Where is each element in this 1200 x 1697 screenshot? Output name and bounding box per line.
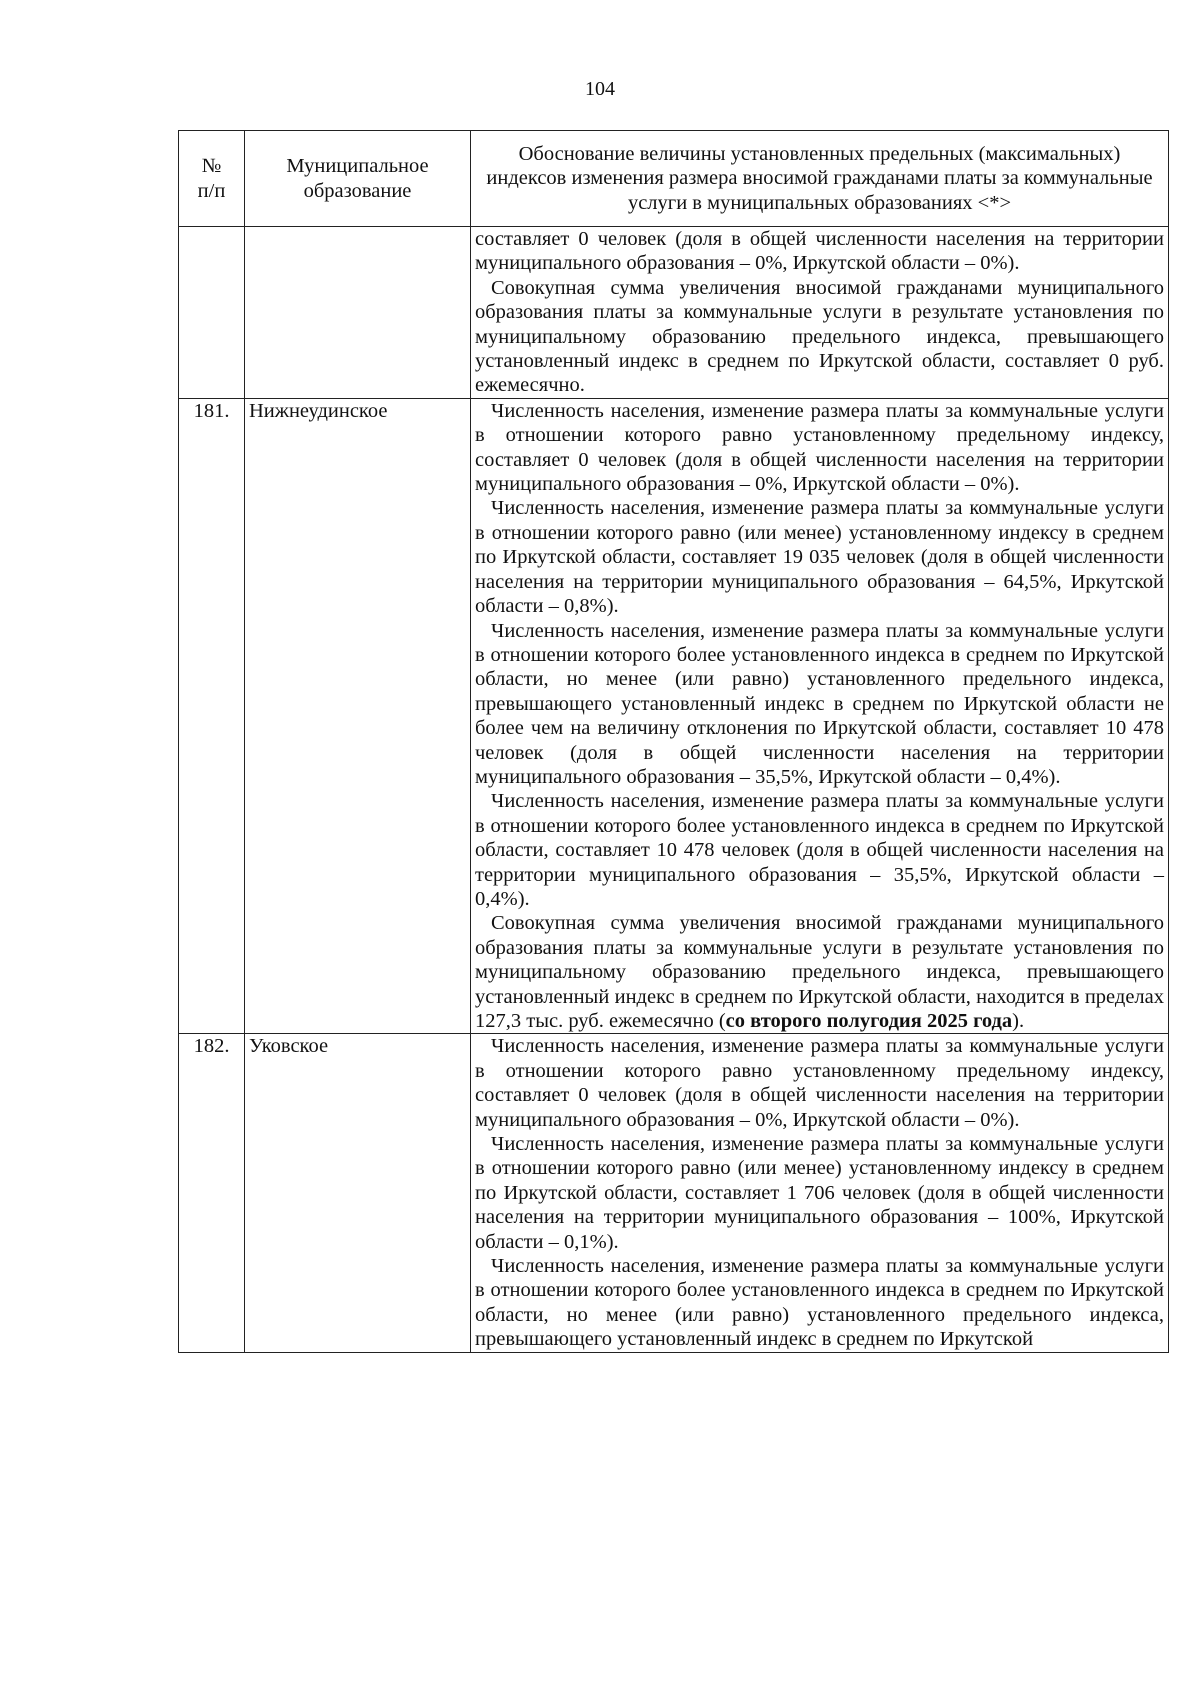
paragraph-tail: ). <box>1012 1010 1025 1032</box>
paragraph <box>475 911 1164 1033</box>
table-row <box>179 1034 1169 1352</box>
paragraph: Численность населения, изменение размера платы за коммунальные услуги в отношении которого равно установленному предельному индексу, составляет 0 человек (доля в общей численности населения на территории муниципального образования – 0%, Иркутской области – 0%). <box>475 399 1164 496</box>
page-number: 104 <box>585 78 615 100</box>
paragraph: Численность населения, изменение размера платы за коммунальные услуги в отношении которого равно (или менее) установленному индексу в среднем по Иркутской области, составляет 19 035 человек (доля в общей численности населения на территории муниципального образования – 64,5%, Иркутской области – 0,8%). <box>475 497 1164 618</box>
table-header-row <box>179 131 1169 227</box>
header-justification: Обоснование величины установленных предельных (максимальных) индексов изменения размера вносимой гражданами платы за коммунальные услуги в муниципальных образованиях <*> <box>471 131 1169 227</box>
row-municipality: Уковское <box>245 1034 471 1352</box>
paragraph: Совокупная сумма увеличения вносимой гражданами муниципального образования платы за коммунальные услуги в результате установления по муниципальному образованию предельного индекса, превышающего установленный индекс в среднем по Иркутской области, составляет 0 руб. ежемесячно. <box>475 276 1164 397</box>
header-municipality: Муниципальное образование <box>245 131 471 227</box>
tariff-justification-table <box>178 130 1169 1353</box>
paragraph: составляет 0 человек (доля в общей численности населения на территории муниципального образования – 0%, Иркутской области – 0%). <box>475 228 1164 275</box>
table-row <box>179 227 1169 399</box>
row-num: 181. <box>179 398 245 1034</box>
paragraph: Численность населения, изменение размера платы за коммунальные услуги в отношении которого равно (или менее) установленному индексу в среднем по Иркутской области, составляет 1 706 человек (доля в общей численности населения на территории муниципального образования – 100%, Иркутской области – 0,1%). <box>475 1133 1164 1253</box>
paragraph: Численность населения, изменение размера платы за коммунальные услуги в отношении которого более установленного индекса в среднем по Иркутской области, но менее (или равно) установленного предельного индекса, превышающего установленный индекс в среднем по Иркутской области не более чем на величину отклонения по Иркутской области, составляет 10 478 человек (доля в общей численности населения на территории муниципального образования – 35,5%, Иркутской области – 0,4%). <box>475 619 1164 788</box>
row-num <box>179 227 245 399</box>
table-row <box>179 398 1169 1034</box>
paragraph-bold-text: со второго полугодия 2025 года <box>725 1010 1013 1032</box>
paragraph: Численность населения, изменение размера платы за коммунальные услуги в отношении которого равно установленному предельному индексу, составляет 0 человек (доля в общей численности населения на территории муниципального образования – 0%, Иркутской области – 0%). <box>475 1035 1164 1131</box>
paragraph-text: Совокупная сумма увеличения вносимой гражданами муниципального образования платы за коммунальные услуги в результате установления по муниципальному образованию предельного индекса, превышающего установленный индекс в среднем по Иркутской области, находится в пределах 127,3 тыс. руб. ежемесячно ( <box>475 912 1164 1032</box>
paragraph: Численность населения, изменение размера платы за коммунальные услуги в отношении которого более установленного индекса в среднем по Иркутской области, но менее (или равно) установленного предельного индекса, превышающего установленный индекс в среднем по Иркутской <box>475 1255 1164 1351</box>
row-municipality <box>245 227 471 399</box>
paragraph: Численность населения, изменение размера платы за коммунальные услуги в отношении которого более установленного индекса в среднем по Иркутской области, составляет 10 478 человек (доля в общей численности населения на территории муниципального образования – 35,5%, Иркутской области – 0,4%). <box>475 790 1164 910</box>
row-justification <box>471 398 1169 1034</box>
header-num: № п/п <box>179 131 245 227</box>
row-justification <box>471 227 1169 399</box>
row-municipality: Нижнеудинское <box>245 398 471 1034</box>
row-justification <box>471 1034 1169 1352</box>
row-num: 182. <box>179 1034 245 1352</box>
